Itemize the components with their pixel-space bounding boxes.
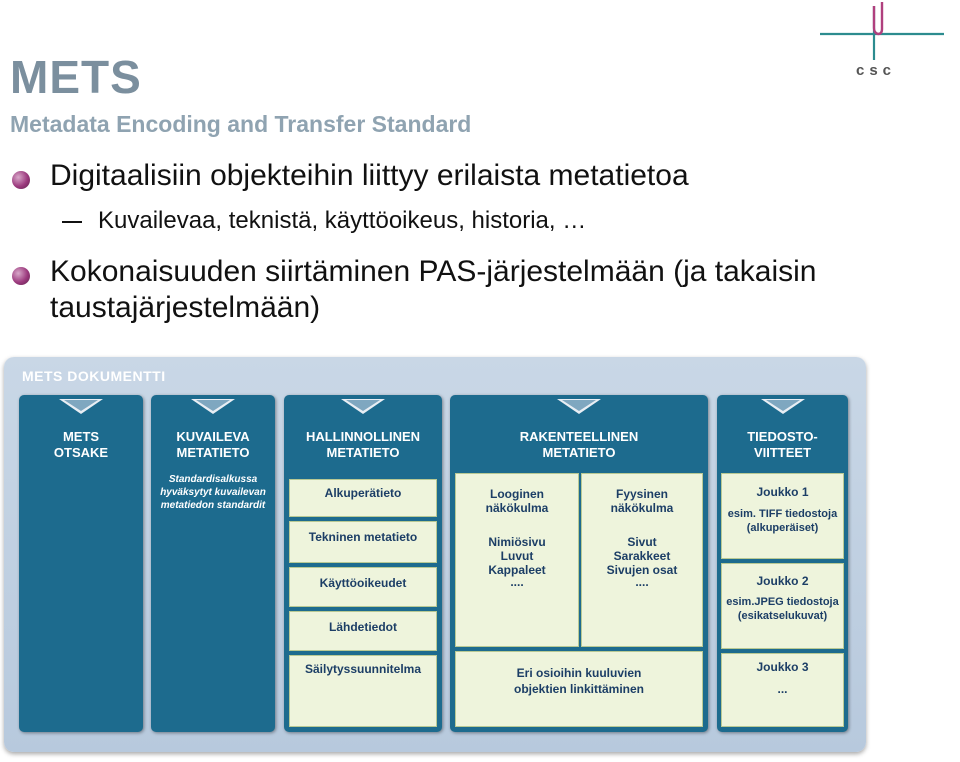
admin-item-box — [289, 611, 437, 651]
sub-bullet-1-text: Kuvailevaa, teknistä, käyttöoikeus, historia, … — [98, 207, 587, 234]
column-heading — [19, 429, 143, 461]
view-item: Sivut — [627, 535, 657, 549]
dash-icon — [62, 221, 82, 223]
triangle-icon — [191, 399, 235, 414]
view-item: .... — [510, 575, 524, 589]
view-item: .... — [635, 575, 649, 589]
linking-line: Eri osioihin kuuluvien — [516, 666, 642, 680]
file-group-title: Joukko 3 — [756, 660, 809, 674]
triangle-icon — [761, 399, 805, 414]
note-line: hyväksytyt kuvailevan — [160, 487, 266, 498]
heading-line: TIEDOSTO- — [747, 429, 818, 444]
triangle-icon — [59, 399, 103, 414]
view-item: Kappaleet — [488, 563, 546, 577]
view-heading: näkökulma — [610, 501, 674, 515]
view-item: Luvut — [500, 549, 534, 563]
sub-bullet-1 — [62, 207, 586, 235]
admin-item-box — [289, 521, 437, 563]
view-heading: Looginen — [490, 487, 544, 501]
column-heading — [151, 429, 275, 461]
view-item: Sarakkeet — [613, 549, 671, 563]
admin-item-box — [289, 655, 437, 727]
heading-line: METATIETO — [326, 445, 400, 460]
view-item: Sivujen osat — [606, 563, 678, 577]
column-mets-header — [19, 395, 143, 732]
admin-item-label: Säilytyssuunnitelma — [304, 662, 422, 676]
note-line: Standardisalkussa — [168, 474, 258, 485]
column-heading — [717, 429, 848, 461]
logo-text: csc — [856, 62, 897, 79]
file-group-box — [721, 653, 844, 727]
file-group-text: (alkuperäiset) — [746, 522, 819, 534]
heading-line: HALLINNOLLINEN — [305, 429, 421, 444]
column-structural — [450, 395, 708, 732]
page-title: METS — [10, 51, 142, 103]
column-heading — [284, 429, 442, 461]
physical-view-box — [581, 473, 703, 647]
column-file-references — [717, 395, 848, 732]
view-heading: näkökulma — [485, 501, 549, 515]
admin-item-box — [289, 479, 437, 517]
view-heading: Fyysinen — [615, 487, 669, 501]
admin-item-box — [289, 567, 437, 607]
linking-line: objektien linkittäminen — [513, 682, 645, 696]
heading-line: METATIETO — [176, 445, 250, 460]
file-group-title: Joukko 1 — [756, 485, 809, 499]
file-group-text: esim.JPEG tiedostoja — [726, 596, 839, 608]
column-heading — [450, 429, 708, 461]
admin-item-label: Lähdetiedot — [329, 620, 397, 634]
heading-line: VIITTEET — [753, 445, 812, 460]
file-group-text: esim. TIFF tiedostoja — [727, 508, 838, 520]
bullet-icon — [12, 171, 30, 189]
column-descriptive — [151, 395, 275, 732]
diagram-title: METS DOKUMENTTI — [22, 368, 166, 384]
bullet-icon — [12, 267, 30, 285]
heading-line: METS — [62, 429, 100, 444]
view-item: Nimiösivu — [488, 535, 546, 549]
bullet-2-text: Kokonaisuuden siirtäminen PAS-järjestelmään (ja takaisin taustajärjestelmään) — [50, 255, 817, 324]
heading-line: RAKENTEELLINEN — [519, 429, 639, 444]
column-administrative — [284, 395, 442, 732]
triangle-icon — [341, 399, 385, 414]
admin-item-label: Tekninen metatieto — [308, 530, 418, 544]
logical-view-box — [455, 473, 579, 647]
column-note — [151, 473, 275, 512]
file-group-box — [721, 563, 844, 649]
linking-box — [455, 651, 703, 727]
note-line: metatiedon standardit — [160, 500, 266, 511]
file-group-text: (esikatselukuvat) — [737, 610, 828, 622]
mets-diagram — [4, 357, 866, 752]
triangle-icon — [557, 399, 601, 414]
admin-item-label: Alkuperätieto — [324, 486, 402, 500]
heading-line: OTSAKE — [53, 445, 109, 460]
heading-line: KUVAILEVA — [176, 429, 250, 444]
file-group-box — [721, 473, 844, 559]
file-group-text: ... — [777, 682, 788, 696]
bullet-1-text: Digitaalisiin objekteihin liittyy erilaista metatietoa — [50, 159, 689, 192]
admin-item-label: Käyttöoikeudet — [319, 576, 407, 590]
heading-line: METATIETO — [542, 445, 616, 460]
page-subtitle: Metadata Encoding and Transfer Standard — [10, 111, 472, 137]
file-group-title: Joukko 2 — [756, 574, 809, 588]
